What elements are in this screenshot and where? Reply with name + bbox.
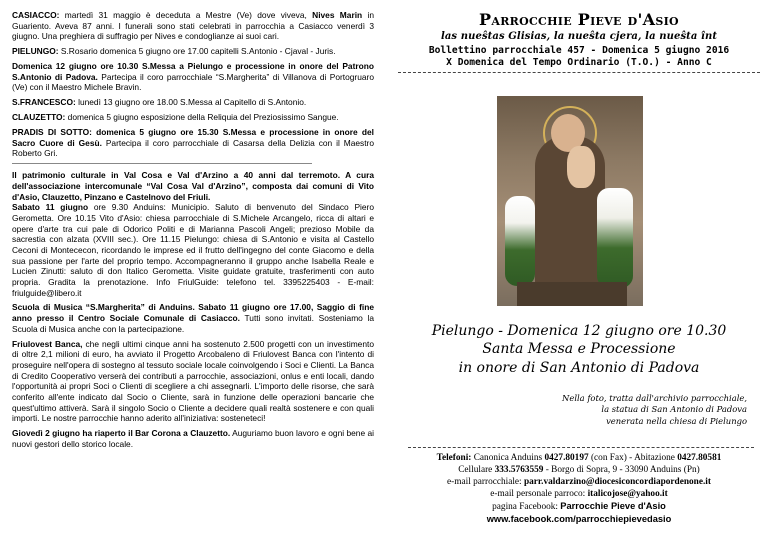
scuola-notice (12, 302, 374, 334)
domenica-line: X Domenica del Tempo Ordinario (T.O.) - Anno C (446, 57, 712, 68)
address-text: - Borgo di Sopra, 9 - 33090 Anduins (Pn) (543, 465, 700, 476)
giovedi-notice (12, 428, 374, 449)
mobile-number[interactable]: 333.5763559 (494, 465, 544, 476)
lily-right (597, 188, 633, 288)
photo-caption (460, 393, 747, 427)
statue-child (567, 146, 595, 188)
caption-line-2: la statua di San Antonio di Padova (601, 404, 747, 415)
giovedi-bold: Giovedì 2 giugno ha riaperto il Bar Corona a Clauzetto. (12, 428, 231, 439)
facebook-url-line (398, 513, 760, 526)
masthead (398, 10, 760, 73)
dashed-divider (398, 72, 760, 73)
phone-abitazione[interactable]: 0427.80581 (677, 453, 722, 463)
mobile-line (398, 464, 760, 476)
pradis-notice (12, 127, 374, 159)
phones-label: Telefoni: (436, 453, 472, 463)
masthead-title: Parrocchie Pieve d'Asio (479, 10, 679, 29)
domenica12-text: Partecipa il coro parrocchiale “S.Margherita” di Villanova di Portogruaro (Ve) con il Maestro Michele Bravin. (12, 71, 374, 93)
scuola-bold: Scuola di Musica “S.Margherita” di Anduins. Sabato 11 giugno ore 17.00, Saggio di fine anno presso il Centro Sociale Comunale di Casiacco. (12, 302, 374, 324)
sabato-label: Sabato 11 giugno (12, 202, 89, 213)
caption-line-3: venerata nella chiesa di Pielungo (606, 415, 747, 426)
clauzetto-notice (12, 112, 374, 123)
pielungo-text: S.Rosario domenica 5 giugno ore 17.00 capitelli S.Antonio - Cjaval - Juris. (58, 46, 336, 57)
feast-line-3: in onore di San Antonio di Padova (458, 359, 700, 376)
lily-left (505, 196, 535, 286)
masthead-motto: las nueŝtas Glisias, la nueŝta cjera, la nueŝta înt (440, 31, 718, 42)
casiacco-label: CASIACCO: (12, 10, 60, 20)
dashed-divider-bottom (408, 447, 754, 448)
divider (12, 163, 312, 164)
pielungo-notice (12, 46, 374, 57)
clauzetto-text: domenica 5 giugno esposizione della Reliquia del Preziosissimo Sangue. (65, 112, 339, 123)
sabato-text: ore 9.30 Anduins: Municipio. Saluto di benvenuto del Sindaco Piero Gerometta. Ore 10.15 Vito d'Asio: chiesa parrocchiale di S.Michele Arcangelo, ricca di altari e opere d'arte tra cui pale di Odorico Politi e di Marianna Pascoli Angeli; prezioso Mobile da sacrestia con alzata (XVIII sec.). Ore 11.15 Pielungo: chiesa di S.Antonio e visita al Castello Ceconi di Montececon, ricordando le imprese ed il frutto dell'ingegno del conte Giacomo e della sua passione per l'arte del proprio tempo. Accompagneranno il gruppo anche Isabella Reale e Lucien Zinutti: saluto di don Italico Gerometta. Visite guidate gratuite, trasferimenti con auto propria. Gradita la prenotazione. Info FriulGuide: telefono tel. 3395225403 - E-mail: friulguide@libero.it (12, 202, 374, 298)
casiacco-text: martedì 31 maggio è deceduta a Mestre (Ve) dove viveva, (59, 10, 313, 20)
mobile-label: Cellulare (458, 465, 495, 476)
casiacco-text-2: in Guariento. Aveva 87 anni. I funerali sono stati celebrati in parrocchia a Casiacco venerdì 3 giugno. Una preghiera di suffragio per Nives e condoglianze ai suoi cari. (12, 10, 374, 42)
phone-canonica[interactable]: 0427.80197 (544, 453, 589, 463)
sfrancesco-notice (12, 97, 374, 108)
clauzetto-label: CLAUZETTO: (12, 112, 66, 123)
statue-photo (497, 96, 643, 306)
phones-line (398, 452, 760, 464)
feast-announcement (398, 322, 760, 377)
domenica12-bold: Domenica 12 giugno ore 10.30 S.Messa a Pielungo e processione in onore del Patrono S.Antonio di Padova. (12, 61, 374, 82)
casiacco-name: Nives Marin (312, 10, 363, 20)
feast-line-2: Santa Messa e Processione (482, 341, 676, 358)
email-parish-label: e-mail parrocchiale: (447, 477, 524, 488)
pielungo-label: PIELUNGO: (12, 46, 59, 57)
patrimonio-notice (12, 170, 374, 298)
domenica12-notice (12, 61, 374, 93)
facebook-page-line (398, 500, 760, 513)
friulovest-bold: Friulovest Banca, (12, 338, 83, 349)
feast-line-1: Pielungo - Domenica 12 giugno ore 10.30 (431, 323, 727, 339)
news-column (12, 10, 374, 454)
facebook-page-label: pagina Facebook: (492, 502, 561, 513)
statue-base (517, 282, 627, 306)
bollettino-line: Bollettino parrocchiale 457 - Domenica 5 giugno 2016 (428, 45, 730, 56)
email-priest-link[interactable]: italicojose@yahoo.it (587, 489, 668, 500)
sfrancesco-text: lunedì 13 giugno ore 18.00 S.Messa al Capitello di S.Antonio. (75, 97, 307, 108)
patrimonio-bold: Il patrimonio culturale in Val Cosa e Val d'Arzino a 40 anni dal terremoto. A cura dell'associazione intercomunale “Val Cosa Val d'Arzino”, composta dai comuni di Vito d'Asio, Clauzetto, Pinzano e Castelnovo del Friuli. (12, 170, 374, 202)
pradis-text: Partecipa il coro parrocchiale di Casarsa della Delizia con il Maestro Roberto Gri. (12, 137, 375, 159)
phones-text-2: (con Fax) - Abitazione (588, 453, 678, 463)
giovedi-text: Auguriamo buon lavoro e ogni bene ai nuovi gestori dello storico locale. (12, 428, 374, 449)
friulovest-notice (12, 339, 374, 424)
facebook-url-link[interactable]: www.facebook.com/parrocchiepievedasio (486, 514, 672, 525)
facebook-page-name[interactable]: Parrocchie Pieve d'Asio (560, 501, 666, 512)
email-parish-line (398, 476, 760, 488)
email-parish-link[interactable]: parr.valdarzino@diocesiconcordiapordenone.it (523, 477, 711, 488)
casiacco-notice (12, 10, 374, 42)
phones-text: Canonica Anduins (471, 453, 545, 463)
friulovest-text: che negli ultimi cinque anni ha sostenuto 2.500 progetti con un investimento di oltre 2,1 milioni di euro, ha avviato il Progetto Arcobaleno di Friulovest Banca con l'intento di proseguire nell'opera di sostegno al tessuto sociale locale coinvolgendo i Soci e Clienti. La Banca di Credito Cooperativo verserà dei contributi a parrocchie, associazioni, onlus e enti locali, dando l'opportunità ai propri Soci o Clienti di scegliere a chi assegnarli. L'importo delle risorse, che sarà conferito all'ente indicato dal Socio o Cliente, sarà in funzione delle operazioni bancarie che quest'ultimo attiverà. Sarà il singolo Socio o Cliente a decidere quali realtà sostenere e con quali importi. Le nostre parrocchie hanno aderito all'iniziativa: sosteneteci! (12, 338, 374, 424)
caption-line-1: Nella foto, tratta dall'archivio parrocchiale, (562, 393, 747, 403)
pradis-bold: PRADIS DI SOTTO: domenica 5 giugno ore 15.30 S.Messa e processione in onore del Sacro Cuore di Gesù. (12, 126, 374, 148)
sfrancesco-label: S.FRANCESCO: (12, 97, 76, 108)
email-priest-line (398, 488, 760, 500)
scuola-text: Tutti sono invitati. Sosteniamo la Scuola di Musica anche con la partecipazione. (12, 313, 374, 334)
email-priest-label: e-mail personale parroco: (490, 489, 588, 500)
contacts-block (398, 452, 760, 526)
